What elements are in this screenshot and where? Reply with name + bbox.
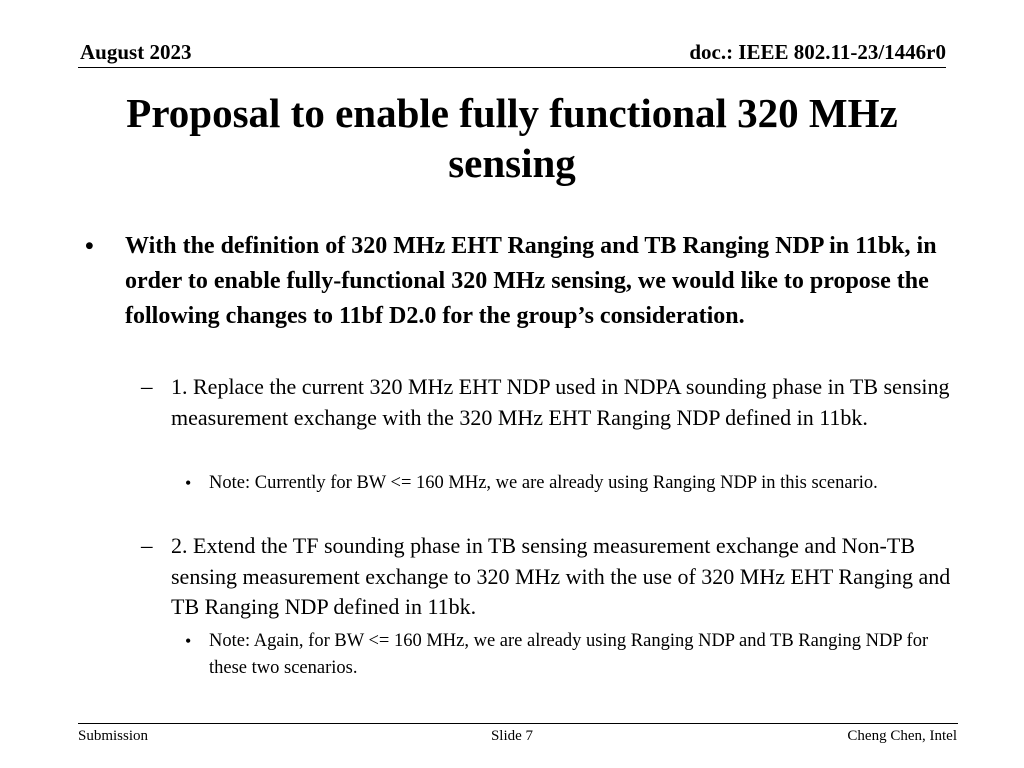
dash-marker: – <box>141 533 153 558</box>
note-bullet-1 <box>185 470 945 497</box>
header-doc-id: doc.: IEEE 802.11-23/1446r0 <box>689 40 946 64</box>
main-bullet <box>85 229 955 334</box>
footer-slide-number: Slide 7 <box>490 728 534 744</box>
bullet-marker: • <box>185 473 192 493</box>
note-bullet-2-text: Note: Again, for BW <= 160 MHz, we are already using Ranging NDP and TB Ranging NDP for these two scenarios. <box>209 631 929 678</box>
footer-submission: Submission <box>78 728 149 744</box>
sub-bullet-1 <box>141 372 951 433</box>
note-bullet-1-text: Note: Currently for BW <= 160 MHz, we are already using Ranging NDP in this scenario. <box>209 473 878 493</box>
footer-divider <box>78 723 958 724</box>
bullet-marker: • <box>85 233 94 260</box>
sub-bullet-1-text: 1. Replace the current 320 MHz EHT NDP used in NDPA sounding phase in TB sensing measurement exchange with the 320 MHz EHT Ranging NDP defined in 11bk. <box>171 374 950 430</box>
slide-title: Proposal to enable fully functional 320 MHz sensing <box>126 90 898 186</box>
bullet-marker: • <box>185 631 192 651</box>
sub-bullet-2-text: 2. Extend the TF sounding phase in TB sensing measurement exchange and Non-TB sensing measurement exchange to 320 MHz with the use of 320 MHz EHT Ranging and TB Ranging NDP defined in 11bk. <box>171 533 951 619</box>
header-divider <box>78 67 946 68</box>
sub-bullet-2 <box>141 531 951 623</box>
footer-author: Cheng Chen, Intel <box>847 728 957 744</box>
main-bullet-text: With the definition of 320 MHz EHT Ranging and TB Ranging NDP in 11bk, in order to enable fully-functional 320 MHz sensing, we would like to propose the following changes to 11bf D2.0 for the group’s consideration. <box>125 233 937 329</box>
dash-marker: – <box>141 374 153 399</box>
header-date: August 2023 <box>80 40 192 64</box>
note-bullet-2 <box>185 628 945 682</box>
